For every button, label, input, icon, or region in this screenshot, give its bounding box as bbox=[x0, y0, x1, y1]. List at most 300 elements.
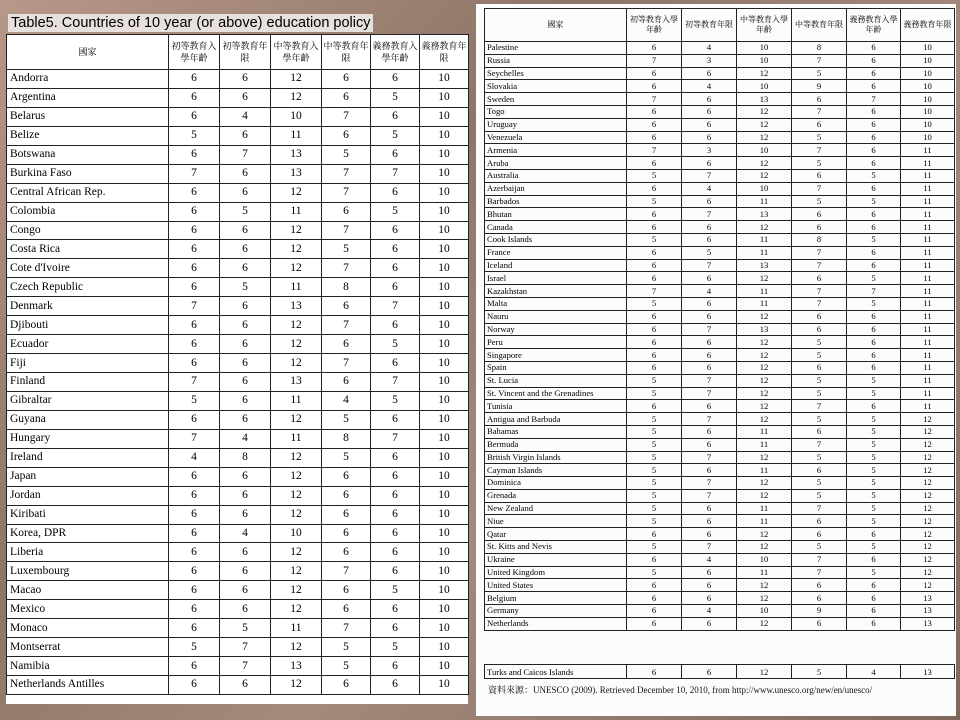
value-cell: 5 bbox=[627, 541, 682, 554]
table-row bbox=[7, 164, 469, 183]
value-cell: 6 bbox=[792, 169, 847, 182]
value-cell: 7 bbox=[322, 354, 371, 373]
value-cell: 11 bbox=[901, 182, 955, 195]
value-cell: 8 bbox=[792, 233, 847, 246]
value-cell: 6 bbox=[371, 543, 420, 562]
value-cell: 10 bbox=[420, 373, 469, 392]
value-cell: 10 bbox=[420, 657, 469, 676]
value-cell: 6 bbox=[169, 145, 220, 164]
table-row bbox=[7, 88, 469, 107]
value-cell: 6 bbox=[169, 524, 220, 543]
value-cell: 5 bbox=[371, 581, 420, 600]
value-cell: 5 bbox=[627, 515, 682, 528]
value-cell: 7 bbox=[682, 489, 737, 502]
value-cell: 13 bbox=[737, 259, 792, 272]
table-row bbox=[485, 272, 955, 285]
value-cell: 10 bbox=[901, 67, 955, 80]
left-table-header bbox=[7, 35, 469, 70]
value-cell: 5 bbox=[847, 502, 901, 515]
value-cell: 8 bbox=[322, 429, 371, 448]
value-cell: 5 bbox=[322, 448, 371, 467]
value-cell: 12 bbox=[271, 505, 322, 524]
value-cell: 6 bbox=[847, 361, 901, 374]
value-cell: 6 bbox=[627, 80, 682, 93]
value-cell: 5 bbox=[792, 349, 847, 362]
value-cell: 12 bbox=[901, 438, 955, 451]
value-cell: 6 bbox=[682, 617, 737, 630]
value-cell: 5 bbox=[627, 233, 682, 246]
value-cell: 6 bbox=[792, 221, 847, 234]
value-cell: 10 bbox=[420, 676, 469, 695]
value-cell: 6 bbox=[847, 592, 901, 605]
column-header: 國家 bbox=[485, 9, 627, 42]
value-cell: 7 bbox=[682, 451, 737, 464]
country-cell: Finland bbox=[7, 373, 169, 392]
value-cell: 6 bbox=[682, 157, 737, 170]
country-cell: Malta bbox=[485, 297, 627, 310]
value-cell: 12 bbox=[737, 413, 792, 426]
value-cell: 6 bbox=[792, 208, 847, 221]
table-row bbox=[485, 259, 955, 272]
column-header: 初等教育年限 bbox=[682, 9, 737, 42]
column-header: 中等教育入學年齡 bbox=[271, 35, 322, 70]
table-row bbox=[7, 467, 469, 486]
country-cell: St. Lucia bbox=[485, 374, 627, 387]
value-cell: 10 bbox=[420, 410, 469, 429]
value-cell: 6 bbox=[169, 505, 220, 524]
value-cell: 6 bbox=[169, 562, 220, 581]
value-cell: 12 bbox=[737, 105, 792, 118]
table-row bbox=[7, 221, 469, 240]
value-cell: 7 bbox=[169, 164, 220, 183]
country-cell: Czech Republic bbox=[7, 278, 169, 297]
value-cell: 11 bbox=[271, 391, 322, 410]
value-cell: 13 bbox=[271, 373, 322, 392]
value-cell: 13 bbox=[737, 208, 792, 221]
country-cell: Ecuador bbox=[7, 335, 169, 354]
country-cell: Venezuela bbox=[485, 131, 627, 144]
value-cell: 7 bbox=[220, 657, 271, 676]
value-cell: 6 bbox=[792, 592, 847, 605]
value-cell: 5 bbox=[792, 665, 847, 679]
value-cell: 6 bbox=[322, 202, 371, 221]
country-cell: Qatar bbox=[485, 528, 627, 541]
value-cell: 12 bbox=[901, 528, 955, 541]
country-cell: Liberia bbox=[7, 543, 169, 562]
table-row bbox=[7, 202, 469, 221]
value-cell: 12 bbox=[737, 118, 792, 131]
value-cell: 11 bbox=[737, 566, 792, 579]
value-cell: 10 bbox=[420, 562, 469, 581]
value-cell: 6 bbox=[371, 657, 420, 676]
value-cell: 7 bbox=[371, 297, 420, 316]
country-cell: Netherlands Antilles bbox=[7, 676, 169, 695]
value-cell: 6 bbox=[627, 605, 682, 618]
value-cell: 6 bbox=[220, 562, 271, 581]
country-cell: Central African Rep. bbox=[7, 183, 169, 202]
country-cell: Dominica bbox=[485, 477, 627, 490]
value-cell: 6 bbox=[847, 221, 901, 234]
value-cell: 10 bbox=[420, 297, 469, 316]
value-cell: 5 bbox=[169, 638, 220, 657]
table-row bbox=[485, 438, 955, 451]
country-cell: Belgium bbox=[485, 592, 627, 605]
left-table bbox=[6, 34, 469, 695]
table-row bbox=[485, 515, 955, 528]
table-row bbox=[485, 605, 955, 618]
value-cell: 5 bbox=[792, 374, 847, 387]
value-cell: 6 bbox=[169, 107, 220, 126]
country-cell: Macao bbox=[7, 581, 169, 600]
value-cell: 6 bbox=[322, 373, 371, 392]
value-cell: 6 bbox=[322, 335, 371, 354]
table-row bbox=[485, 105, 955, 118]
value-cell: 13 bbox=[901, 592, 955, 605]
table-row bbox=[7, 240, 469, 259]
value-cell: 12 bbox=[737, 451, 792, 464]
value-cell: 8 bbox=[220, 448, 271, 467]
value-cell: 6 bbox=[371, 259, 420, 278]
value-cell: 6 bbox=[371, 410, 420, 429]
value-cell: 7 bbox=[682, 387, 737, 400]
value-cell: 6 bbox=[169, 278, 220, 297]
value-cell: 6 bbox=[169, 486, 220, 505]
value-cell: 6 bbox=[627, 400, 682, 413]
value-cell: 5 bbox=[792, 451, 847, 464]
value-cell: 13 bbox=[271, 164, 322, 183]
value-cell: 6 bbox=[682, 361, 737, 374]
value-cell: 6 bbox=[169, 183, 220, 202]
value-cell: 6 bbox=[627, 617, 682, 630]
value-cell: 5 bbox=[371, 126, 420, 145]
value-cell: 6 bbox=[220, 221, 271, 240]
value-cell: 6 bbox=[322, 467, 371, 486]
value-cell: 6 bbox=[627, 42, 682, 55]
table-row bbox=[485, 221, 955, 234]
table-row bbox=[7, 429, 469, 448]
value-cell: 5 bbox=[322, 145, 371, 164]
value-cell: 5 bbox=[847, 233, 901, 246]
value-cell: 10 bbox=[420, 505, 469, 524]
value-cell: 6 bbox=[322, 126, 371, 145]
table-row bbox=[485, 285, 955, 298]
value-cell: 5 bbox=[627, 438, 682, 451]
value-cell: 6 bbox=[220, 316, 271, 335]
country-cell: Israel bbox=[485, 272, 627, 285]
value-cell: 5 bbox=[792, 67, 847, 80]
value-cell: 6 bbox=[169, 581, 220, 600]
value-cell: 7 bbox=[371, 429, 420, 448]
table-row bbox=[7, 619, 469, 638]
country-cell: Djibouti bbox=[7, 316, 169, 335]
country-cell: Japan bbox=[7, 467, 169, 486]
table-row bbox=[485, 157, 955, 170]
value-cell: 12 bbox=[737, 665, 792, 679]
value-cell: 10 bbox=[420, 524, 469, 543]
value-cell: 6 bbox=[627, 579, 682, 592]
value-cell: 6 bbox=[847, 105, 901, 118]
value-cell: 6 bbox=[371, 524, 420, 543]
value-cell: 7 bbox=[322, 107, 371, 126]
value-cell: 13 bbox=[737, 323, 792, 336]
country-cell: Sweden bbox=[485, 93, 627, 106]
table-row bbox=[485, 541, 955, 554]
value-cell: 6 bbox=[792, 272, 847, 285]
value-cell: 11 bbox=[271, 202, 322, 221]
country-cell: Hungary bbox=[7, 429, 169, 448]
value-cell: 6 bbox=[792, 323, 847, 336]
value-cell: 12 bbox=[901, 553, 955, 566]
value-cell: 6 bbox=[627, 246, 682, 259]
value-cell: 6 bbox=[847, 579, 901, 592]
country-cell: Barbados bbox=[485, 195, 627, 208]
country-cell: Peru bbox=[485, 336, 627, 349]
value-cell: 5 bbox=[627, 387, 682, 400]
value-cell: 7 bbox=[627, 285, 682, 298]
value-cell: 6 bbox=[627, 105, 682, 118]
country-cell: Monaco bbox=[7, 619, 169, 638]
value-cell: 11 bbox=[901, 349, 955, 362]
table-row bbox=[485, 336, 955, 349]
value-cell: 6 bbox=[322, 600, 371, 619]
value-cell: 10 bbox=[420, 240, 469, 259]
value-cell: 12 bbox=[271, 676, 322, 695]
column-header: 義務教育年限 bbox=[901, 9, 955, 42]
value-cell: 7 bbox=[792, 438, 847, 451]
value-cell: 11 bbox=[737, 297, 792, 310]
value-cell: 10 bbox=[271, 524, 322, 543]
country-cell: Nauru bbox=[485, 310, 627, 323]
country-cell: Seychelles bbox=[485, 67, 627, 80]
value-cell: 10 bbox=[737, 42, 792, 55]
value-cell: 7 bbox=[169, 429, 220, 448]
value-cell: 6 bbox=[322, 70, 371, 89]
value-cell: 10 bbox=[420, 316, 469, 335]
value-cell: 10 bbox=[901, 54, 955, 67]
value-cell: 7 bbox=[627, 144, 682, 157]
value-cell: 6 bbox=[847, 67, 901, 80]
value-cell: 3 bbox=[682, 54, 737, 67]
value-cell: 13 bbox=[901, 665, 955, 679]
value-cell: 11 bbox=[901, 374, 955, 387]
table-row bbox=[7, 354, 469, 373]
country-cell: Burkina Faso bbox=[7, 164, 169, 183]
country-cell: Jordan bbox=[7, 486, 169, 505]
value-cell: 6 bbox=[220, 676, 271, 695]
country-cell: Norway bbox=[485, 323, 627, 336]
value-cell: 12 bbox=[271, 259, 322, 278]
value-cell: 6 bbox=[627, 272, 682, 285]
table-row bbox=[485, 144, 955, 157]
value-cell: 12 bbox=[271, 316, 322, 335]
value-cell: 11 bbox=[901, 259, 955, 272]
value-cell: 6 bbox=[682, 349, 737, 362]
country-cell: Gibraltar bbox=[7, 391, 169, 410]
table-row bbox=[7, 486, 469, 505]
table-row bbox=[7, 676, 469, 695]
value-cell: 11 bbox=[737, 515, 792, 528]
table-row bbox=[7, 657, 469, 676]
value-cell: 11 bbox=[901, 144, 955, 157]
value-cell: 4 bbox=[682, 42, 737, 55]
value-cell: 6 bbox=[792, 617, 847, 630]
value-cell: 4 bbox=[220, 524, 271, 543]
table-row bbox=[485, 246, 955, 259]
value-cell: 6 bbox=[682, 310, 737, 323]
value-cell: 5 bbox=[169, 126, 220, 145]
value-cell: 12 bbox=[271, 638, 322, 657]
value-cell: 6 bbox=[322, 676, 371, 695]
table-row bbox=[485, 617, 955, 630]
table-row bbox=[485, 413, 955, 426]
value-cell: 6 bbox=[371, 221, 420, 240]
value-cell: 6 bbox=[847, 605, 901, 618]
value-cell: 7 bbox=[792, 553, 847, 566]
value-cell: 7 bbox=[169, 373, 220, 392]
value-cell: 12 bbox=[901, 502, 955, 515]
value-cell: 6 bbox=[682, 438, 737, 451]
value-cell: 6 bbox=[847, 144, 901, 157]
table-row bbox=[485, 528, 955, 541]
value-cell: 6 bbox=[792, 528, 847, 541]
value-cell: 6 bbox=[792, 425, 847, 438]
value-cell: 7 bbox=[847, 93, 901, 106]
table-row bbox=[7, 126, 469, 145]
value-cell: 5 bbox=[322, 240, 371, 259]
value-cell: 6 bbox=[322, 543, 371, 562]
value-cell: 12 bbox=[271, 486, 322, 505]
table-row bbox=[485, 169, 955, 182]
value-cell: 6 bbox=[682, 93, 737, 106]
value-cell: 11 bbox=[901, 297, 955, 310]
value-cell: 6 bbox=[792, 310, 847, 323]
value-cell: 5 bbox=[371, 391, 420, 410]
value-cell: 6 bbox=[627, 310, 682, 323]
value-cell: 7 bbox=[682, 259, 737, 272]
value-cell: 12 bbox=[901, 477, 955, 490]
value-cell: 6 bbox=[847, 349, 901, 362]
column-header: 中等教育年限 bbox=[322, 35, 371, 70]
value-cell: 7 bbox=[792, 566, 847, 579]
value-cell: 7 bbox=[682, 477, 737, 490]
value-cell: 10 bbox=[901, 131, 955, 144]
value-cell: 5 bbox=[847, 515, 901, 528]
extra-table bbox=[484, 664, 955, 679]
value-cell: 12 bbox=[901, 464, 955, 477]
value-cell: 6 bbox=[371, 448, 420, 467]
country-cell: France bbox=[485, 246, 627, 259]
value-cell: 6 bbox=[371, 562, 420, 581]
value-cell: 11 bbox=[901, 310, 955, 323]
value-cell: 12 bbox=[737, 477, 792, 490]
value-cell: 12 bbox=[901, 489, 955, 502]
value-cell: 11 bbox=[901, 323, 955, 336]
value-cell: 10 bbox=[420, 88, 469, 107]
value-cell: 10 bbox=[420, 619, 469, 638]
value-cell: 11 bbox=[901, 400, 955, 413]
value-cell: 10 bbox=[420, 202, 469, 221]
value-cell: 5 bbox=[792, 489, 847, 502]
value-cell: 6 bbox=[627, 208, 682, 221]
country-cell: Tunisia bbox=[485, 400, 627, 413]
table-row bbox=[485, 425, 955, 438]
value-cell: 4 bbox=[169, 448, 220, 467]
value-cell: 5 bbox=[627, 195, 682, 208]
value-cell: 6 bbox=[169, 657, 220, 676]
value-cell: 12 bbox=[901, 425, 955, 438]
value-cell: 6 bbox=[847, 157, 901, 170]
table-row bbox=[7, 373, 469, 392]
country-cell: Ireland bbox=[7, 448, 169, 467]
value-cell: 6 bbox=[371, 354, 420, 373]
value-cell: 6 bbox=[220, 88, 271, 107]
table-row bbox=[485, 80, 955, 93]
country-cell: Iceland bbox=[485, 259, 627, 272]
country-cell: Canada bbox=[485, 221, 627, 234]
value-cell: 7 bbox=[792, 246, 847, 259]
country-cell: St. Kitts and Nevis bbox=[485, 541, 627, 554]
value-cell: 6 bbox=[220, 164, 271, 183]
value-cell: 11 bbox=[901, 221, 955, 234]
value-cell: 6 bbox=[682, 425, 737, 438]
country-cell: Kiribati bbox=[7, 505, 169, 524]
value-cell: 6 bbox=[220, 259, 271, 278]
value-cell: 6 bbox=[220, 505, 271, 524]
value-cell: 13 bbox=[271, 657, 322, 676]
value-cell: 12 bbox=[737, 131, 792, 144]
value-cell: 12 bbox=[271, 221, 322, 240]
country-cell: Belize bbox=[7, 126, 169, 145]
value-cell: 11 bbox=[901, 208, 955, 221]
value-cell: 10 bbox=[420, 145, 469, 164]
value-cell: 5 bbox=[847, 541, 901, 554]
country-cell: Bahamas bbox=[485, 425, 627, 438]
value-cell: 10 bbox=[901, 93, 955, 106]
table-row bbox=[485, 477, 955, 490]
country-cell: Belarus bbox=[7, 107, 169, 126]
value-cell: 7 bbox=[169, 297, 220, 316]
value-cell: 10 bbox=[420, 70, 469, 89]
value-cell: 7 bbox=[322, 183, 371, 202]
value-cell: 6 bbox=[847, 400, 901, 413]
table-row bbox=[7, 278, 469, 297]
column-header: 義務教育年限 bbox=[420, 35, 469, 70]
value-cell: 6 bbox=[682, 233, 737, 246]
country-cell: Congo bbox=[7, 221, 169, 240]
country-cell: Australia bbox=[485, 169, 627, 182]
country-cell: Montserrat bbox=[7, 638, 169, 657]
table-row bbox=[485, 464, 955, 477]
value-cell: 5 bbox=[627, 425, 682, 438]
value-cell: 10 bbox=[737, 144, 792, 157]
value-cell: 5 bbox=[792, 387, 847, 400]
table-row bbox=[7, 524, 469, 543]
value-cell: 10 bbox=[420, 107, 469, 126]
value-cell: 12 bbox=[737, 361, 792, 374]
value-cell: 6 bbox=[847, 131, 901, 144]
country-cell: Slovakia bbox=[485, 80, 627, 93]
country-cell: Andorra bbox=[7, 70, 169, 89]
table-row bbox=[485, 592, 955, 605]
value-cell: 6 bbox=[627, 349, 682, 362]
value-cell: 7 bbox=[220, 638, 271, 657]
country-cell: Argentina bbox=[7, 88, 169, 107]
value-cell: 6 bbox=[847, 553, 901, 566]
value-cell: 12 bbox=[901, 515, 955, 528]
value-cell: 6 bbox=[847, 336, 901, 349]
value-cell: 6 bbox=[169, 600, 220, 619]
value-cell: 6 bbox=[792, 515, 847, 528]
